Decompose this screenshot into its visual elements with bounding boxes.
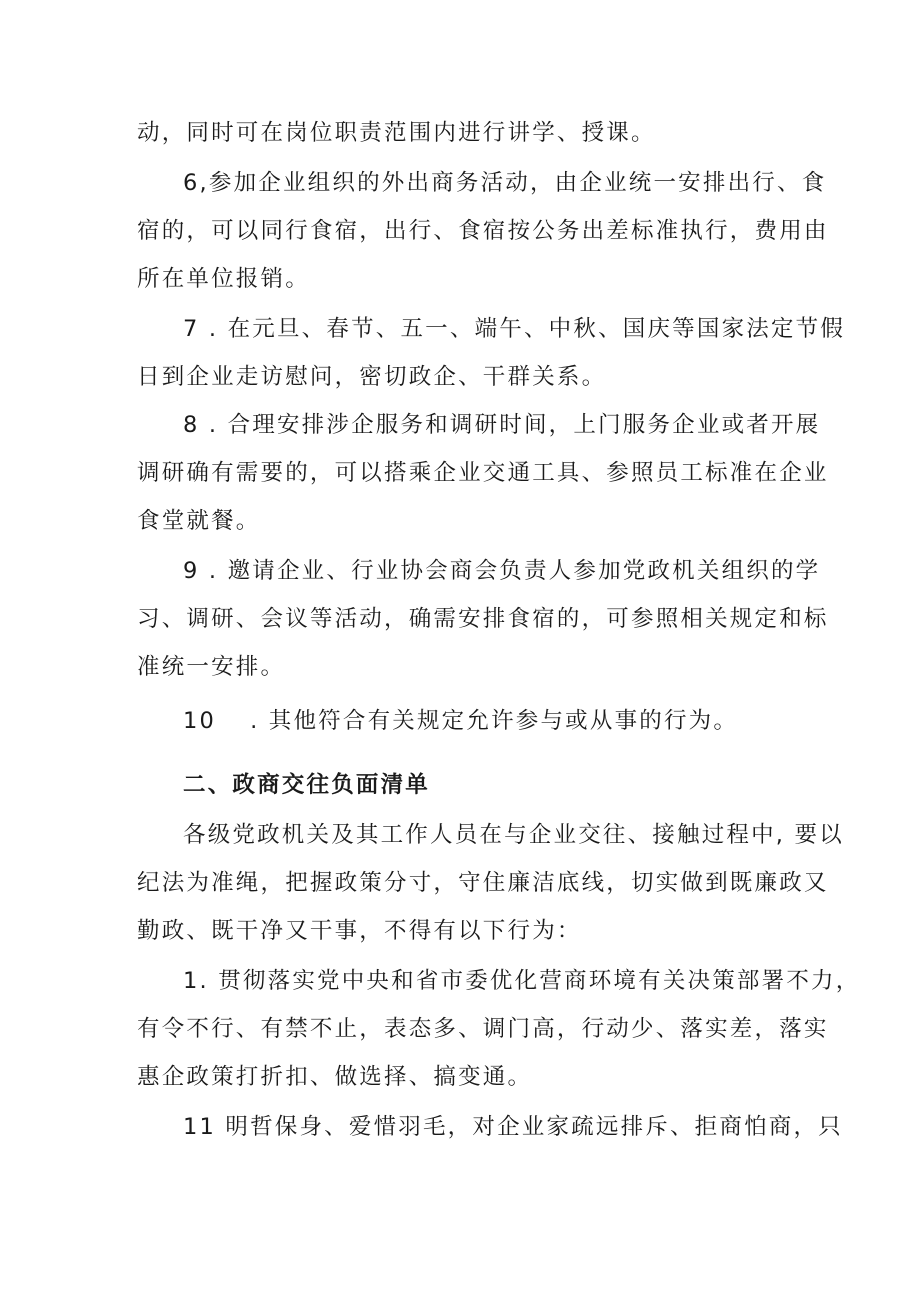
list-item-7-line: 日到企业走访慰问，密切政企、干群关系。 xyxy=(137,364,607,390)
list-item-6-line: 所在单位报销。 xyxy=(137,266,310,292)
list-item-10-line: 10 . 其他符合有关规定允许参与或从事的行为。 xyxy=(183,708,739,734)
list-item-8-line: 8 . 合理安排涉企服务和调研时间，上门服务企业或者开展 xyxy=(183,412,821,438)
negative-item-2-line: 11 明哲保身、爱惜羽毛，对企业家疏远排斥、拒商怕商，只 xyxy=(183,1114,843,1140)
paragraph-line: 各级党政机关及其工作人员在与企业交往、接触过程中, 要以 xyxy=(183,822,844,848)
negative-item-1-line: 1. 贯彻落实党中央和省市委优化营商环境有关决策部署不力， xyxy=(183,968,861,994)
list-item-9-line: 准统一安排。 xyxy=(137,654,286,680)
list-item-9-line: 9 . 邀请企业、行业协会商会负责人参加党政机关组织的学 xyxy=(183,558,821,584)
section-heading: 二、政商交往负面清单 xyxy=(183,772,431,798)
negative-item-1-line: 有令不行、有禁不止，表态多、调门高，行动少、落实差，落实 xyxy=(137,1016,829,1042)
list-item-7-line: 7 . 在元旦、春节、五一、端午、中秋、国庆等国家法定节假 xyxy=(183,316,846,342)
paragraph-line: 动，同时可在岗位职责范围内进行讲学、授课。 xyxy=(137,120,656,146)
list-item-9-line: 习、调研、会议等活动，确需安排食宿的，可参照相关规定和标 xyxy=(137,606,829,632)
paragraph-line: 勤政、既干净又干事，不得有以下行为： xyxy=(137,918,582,944)
list-item-6-line: 6,参加企业组织的外出商务活动，由企业统一安排出行、食 xyxy=(183,170,827,196)
negative-item-1-line: 惠企政策打折扣、做选择、搞变通。 xyxy=(137,1064,533,1090)
paragraph-line: 纪法为准绳，把握政策分寸，守住廉洁底线，切实做到既廉政又 xyxy=(137,870,829,896)
list-item-6-line: 宿的，可以同行食宿，出行、食宿按公务出差标准执行，费用由 xyxy=(137,218,829,244)
list-item-8-line: 调研确有需要的，可以搭乘企业交通工具、参照员工标准在企业 xyxy=(137,460,829,486)
list-item-8-line: 食堂就餐。 xyxy=(137,508,261,534)
